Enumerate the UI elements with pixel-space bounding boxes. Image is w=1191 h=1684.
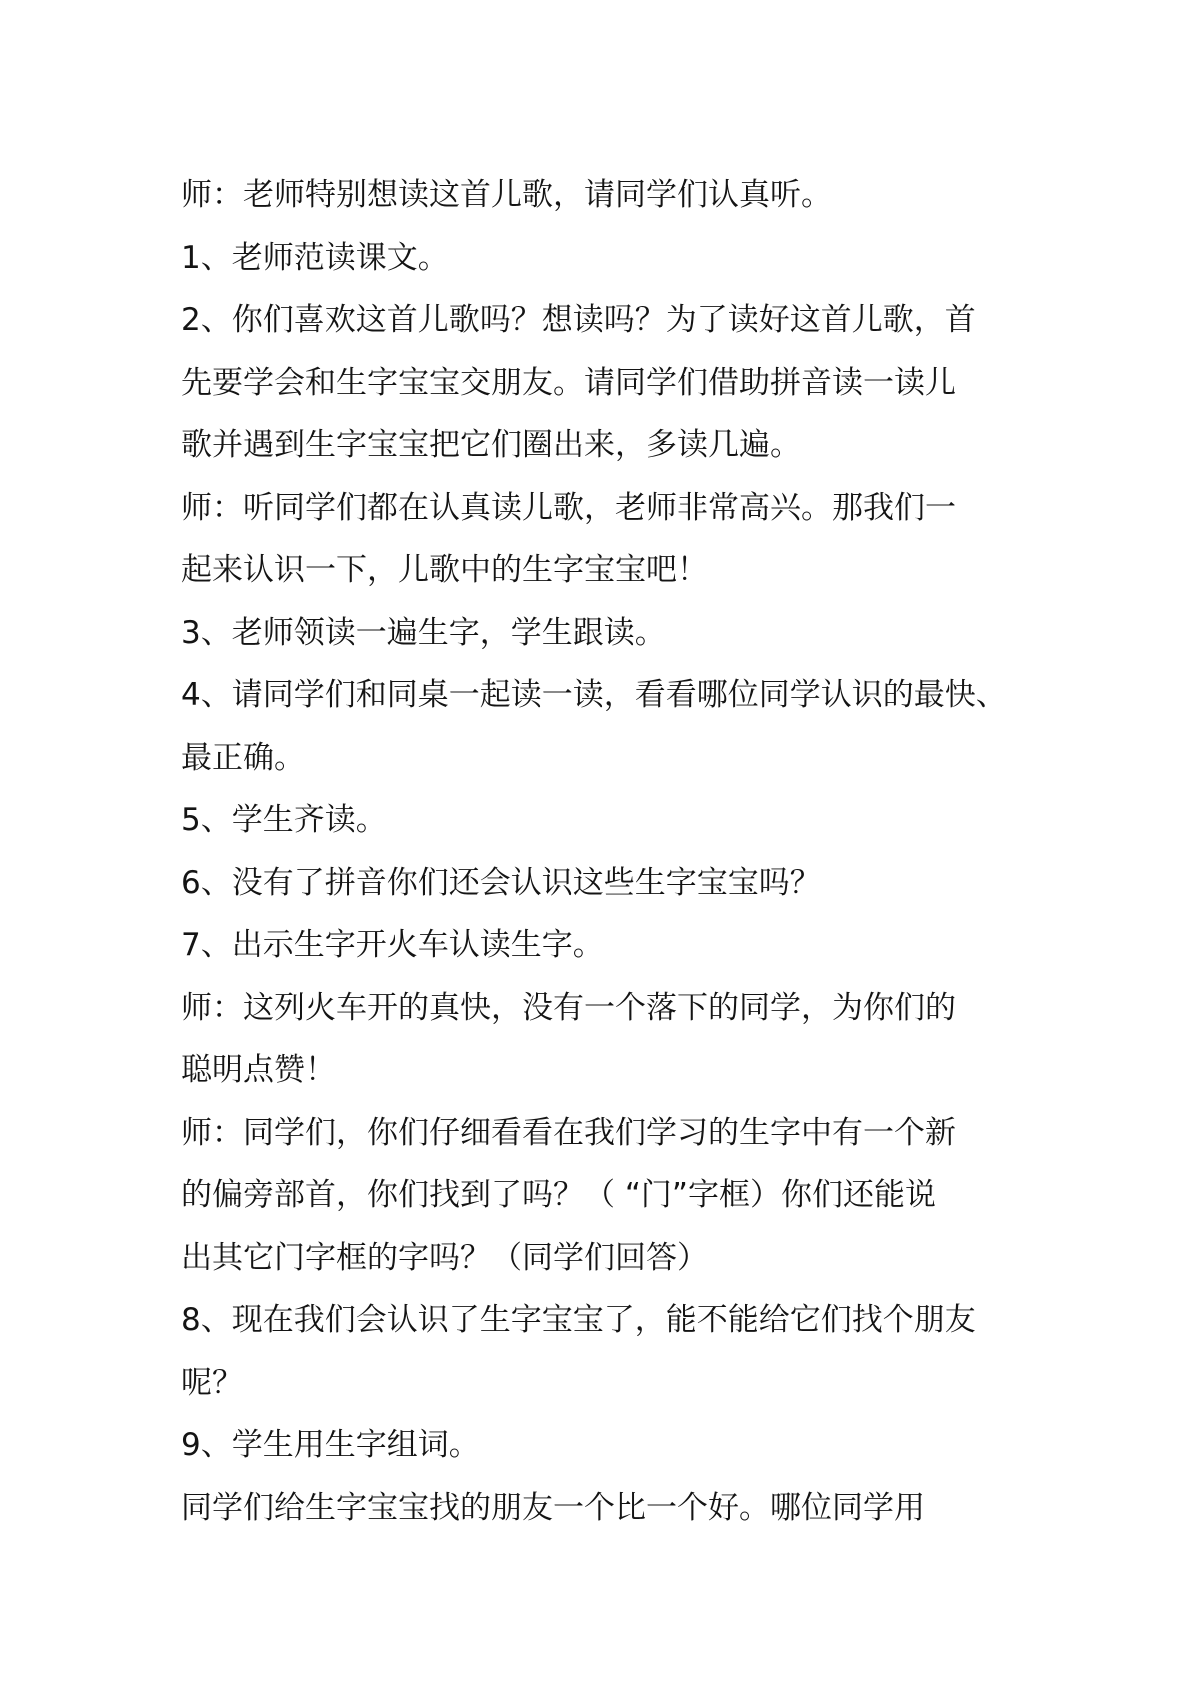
text-line: 聪明点赞！: [181, 1052, 336, 1088]
text-line: 歌并遇到生字宝宝把它们圈出来，多读几遍。: [181, 427, 801, 463]
text-line: 4、请同学们和同桌一起读一读，看看哪位同学认识的最快、: [181, 677, 1007, 713]
text-line: 最正确。: [181, 739, 305, 776]
text-line: 2、你们喜欢这首儿歌吗？想读吗？为了读好这首儿歌，首: [181, 302, 976, 338]
text-line: 先要学会和生字宝宝交朋友。请同学们借助拼音读一读儿: [181, 364, 956, 401]
text-line: 9、学生用生字组词。: [181, 1427, 480, 1463]
text-line: 呢？: [181, 1364, 243, 1401]
text-line: 5、学生齐读。: [181, 802, 387, 838]
text-line: 同学们给生字宝宝找的朋友一个比一个好。哪位同学用: [181, 1489, 925, 1526]
text-line: 出其它门字框的字吗？（同学们回答）: [181, 1239, 708, 1276]
text-line: 师：老师特别想读这首儿歌，请同学们认真听。: [181, 177, 832, 213]
text-line: 师：听同学们都在认真读儿歌，老师非常高兴。那我们一: [181, 489, 956, 526]
text-line: 师：这列火车开的真快，没有一个落下的同学，为你们的: [181, 989, 956, 1026]
text-line: 师：同学们，你们仔细看看在我们学习的生字中有一个新: [181, 1114, 956, 1151]
document-body: [181, 164, 1041, 1539]
text-line: 起来认识一下，儿歌中的生字宝宝吧！: [181, 552, 708, 588]
text-line: 3、老师领读一遍生字，学生跟读。: [181, 614, 666, 651]
text-line: 6、没有了拼音你们还会认识这些生字宝宝吗？: [181, 864, 821, 901]
text-line: 8、现在我们会认识了生字宝宝了，能不能给它们找个朋友: [181, 1302, 976, 1338]
text-line: 1、老师范读课文。: [181, 239, 449, 276]
text-line: 7、出示生字开火车认读生字。: [181, 927, 604, 963]
text-line: 的偏旁部首，你们找到了吗？（ “门”字框）你们还能说: [181, 1177, 936, 1213]
